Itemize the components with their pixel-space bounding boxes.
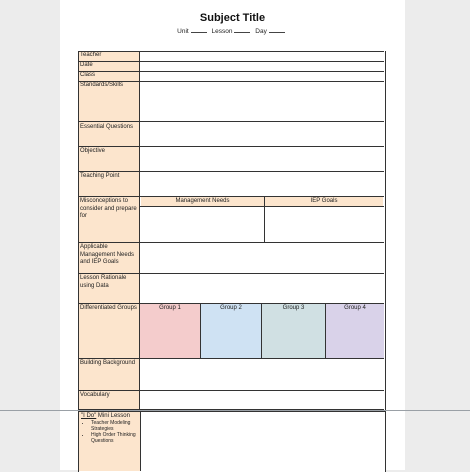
lesson-label: Lesson: [211, 28, 233, 35]
lesson-rationale-label: Lesson Rationale using Data: [78, 273, 140, 303]
mini-lesson-text: Mini Lesson: [96, 413, 130, 419]
group-1-label: Group 1: [159, 305, 181, 311]
table-line: [78, 81, 384, 82]
building-background-label: Building Background: [78, 358, 140, 390]
group-2-label: Group 2: [220, 305, 242, 311]
date-label: Date: [78, 61, 140, 71]
table-line: [78, 242, 384, 243]
group-4-label: Group 4: [344, 305, 366, 311]
bullet-teacher-modeling: • Teacher Modeling Strategies: [91, 420, 138, 432]
day-blank[interactable]: [269, 27, 285, 33]
unit-label: Unit: [177, 28, 189, 35]
essential-questions-label: Essential Questions: [78, 121, 140, 146]
group-2-cell[interactable]: [201, 303, 262, 358]
table-line: [78, 358, 384, 359]
group-1-cell[interactable]: [140, 303, 201, 358]
teaching-point-label: Teaching Point: [78, 171, 140, 196]
applicable-needs-label: Applicable Management Needs and IEP Goals: [78, 242, 140, 273]
lesson-blank[interactable]: [234, 27, 250, 33]
differentiated-groups-label: Differentiated Groups: [78, 303, 140, 358]
group-3-cell[interactable]: [262, 303, 326, 358]
table-line: [78, 51, 384, 52]
i-do-text: "I Do": [81, 413, 97, 419]
vocabulary-label: Vocabulary: [78, 390, 140, 410]
table-line: [78, 196, 384, 197]
management-needs-header: Management Needs: [141, 196, 264, 206]
group-3-label: Group 3: [282, 305, 305, 311]
table-line: [78, 303, 384, 304]
unit-lesson-day-line: [60, 27, 405, 35]
mini-lesson-label: [79, 412, 141, 471]
table-line: [78, 121, 384, 122]
next-page-table: [78, 411, 386, 472]
misconception-divider: [264, 196, 265, 242]
table-line: [78, 146, 384, 147]
table-line: [78, 273, 384, 274]
document-page: [60, 0, 405, 470]
table-line: [78, 171, 384, 172]
group-4-cell[interactable]: [326, 303, 384, 358]
table-line: [78, 390, 384, 391]
page-title: Subject Title: [199, 12, 266, 24]
misconceptions-label: Misconceptions to consider and prepare for: [78, 196, 140, 242]
standards-label: Standards/Skills: [78, 81, 140, 121]
bullet-high-order: • High Order Thinking Questions: [91, 432, 138, 444]
table-line: [78, 61, 384, 62]
table-line: [78, 71, 384, 72]
iep-goals-header: IEP Goals: [265, 196, 383, 206]
class-label: Class: [78, 71, 140, 81]
objective-label: Objective: [78, 146, 140, 171]
day-label: Day: [255, 28, 267, 35]
unit-blank[interactable]: [191, 27, 207, 33]
subheader-line: [140, 206, 384, 207]
teacher-label: Teacher: [78, 51, 140, 61]
mini-lesson-bullets: [81, 420, 138, 444]
